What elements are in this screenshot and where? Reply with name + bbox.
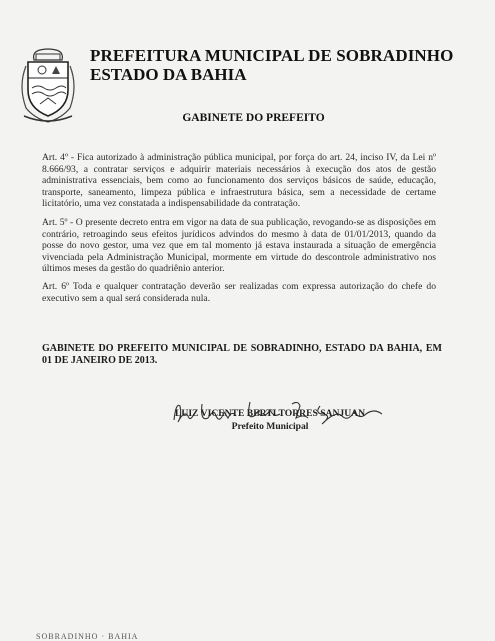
article-4-paragraph: Art. 4º - Fica autorizado à administração pública municipal, por força do art. 24, inciso IV, da Lei nº 8.666/93, a contratar serviços e adquirir materiais necessários à execução dos atos de gestão administrativa essenciais, bem como ao funcionamento dos serviços básicos de saúde, educação, transporte, saneamento, limpeza pública e infraestrutura básica, sem a necessidade de certame licitatório, uma vez constatada a indispensabilidade da contratação. [42,152,436,210]
signer-name: LUIZ VICENTE BERTI TORRES SANJUAN [175,408,365,419]
article-5-paragraph: Art. 5º - O presente decreto entra em vigor na data de sua publicação, revogando-se as disposições em contrário, retroagindo seus efeitos jurídicos advindos do mesmo à data de 01/01/2013, quando da posse do novo gestor, uma vez que em tal momento já estava instaurada a situação de emergência vivenciada pela Administração Municipal, mormente em virtude do descontrole administrativo nos últimos meses da gestão do quadriênio anterior. [42,217,436,275]
signer-title: Prefeito Municipal [231,421,309,432]
department-heading: GABINETE DO PREFEITO [182,112,325,124]
closing-statement: GABINETE DO PREFEITO MUNICIPAL DE SOBRADINHO, ESTADO DA BAHIA, EM 01 DE JANEIRO DE 2013. [42,343,442,367]
prefeitura-title: PREFEITURA MUNICIPAL DE SOBRADINHO [90,46,454,65]
page-footer-text: SOBRADINHO · BAHIA [36,632,139,641]
article-6-paragraph: Art. 6º Toda e qualquer contratação deverão ser realizadas com expressa autorização do chefe do executivo sem a qual será considerada nula. [42,281,436,304]
state-title: ESTADO DA BAHIA [90,65,247,84]
